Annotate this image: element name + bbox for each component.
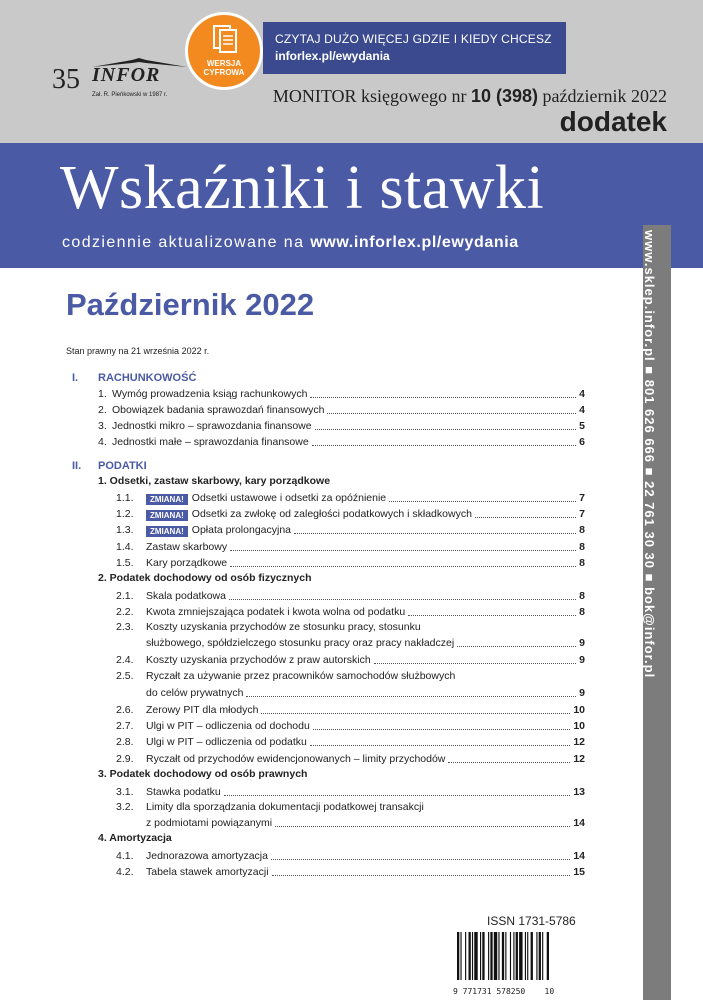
title-banner xyxy=(0,143,703,268)
barcode-digits: 9 771731 578250 10 xyxy=(453,987,555,996)
toc-item[interactable]: 2.8. Ulgi w PIT – odliczenia od podatku 12 xyxy=(116,736,585,748)
promo-line1: CZYTAJ DUŻO WIĘCEJ GDZIE I KIEDY CHCESZ xyxy=(275,32,552,46)
toc-section-accounting: I. RACHUNKOWOŚĆ xyxy=(72,372,197,384)
toc-subsection-1: 1. Odsetki, zastaw skarbowy, kary porządkowe xyxy=(98,475,331,487)
infor-logo xyxy=(52,58,192,108)
toc-subsection-4: 4. Amortyzacja xyxy=(98,832,172,844)
zmiana-badge: ZMIANA! xyxy=(146,494,188,505)
zmiana-badge: ZMIANA! xyxy=(146,526,188,537)
toc-item[interactable]: 4. Jednostki małe – sprawozdania finansowe 6 xyxy=(98,436,585,448)
toc-item[interactable]: 4.1. Jednorazowa amortyzacja 14 xyxy=(116,850,585,862)
zmiana-badge: ZMIANA! xyxy=(146,510,188,521)
toc-item[interactable]: 3.1. Stawka podatku 13 xyxy=(116,786,585,798)
month-title: Październik 2022 xyxy=(66,287,315,322)
logo-anniversary: 35 xyxy=(52,64,80,95)
toc-item[interactable]: 2. Obowiązek badania sprawozdań finansowych 4 xyxy=(98,404,585,416)
toc-item[interactable]: 2.6. Zerowy PIT dla młodych 10 xyxy=(116,704,585,716)
toc-subsection-3: 3. Podatek dochodowy od osób prawnych xyxy=(98,768,308,780)
logo-established: Zał. R. Pieńkowski w 1987 r. xyxy=(92,92,168,98)
toc-item[interactable]: 1.4. Zastaw skarbowy 8 xyxy=(116,541,585,553)
digital-version-badge[interactable] xyxy=(185,12,263,90)
toc-item[interactable]: 3. Jednostki mikro – sprawozdania finansowe 5 xyxy=(98,420,585,432)
barcode-icon xyxy=(453,932,603,982)
logo-brand: INFOR xyxy=(92,64,161,86)
toc-item-line[interactable]: 3.2. Limity dla sporządzania dokumentacji podatkowej transakcji xyxy=(116,801,424,813)
toc-item[interactable]: 2.7. Ulgi w PIT – odliczenia od dochodu 10 xyxy=(116,720,585,732)
toc-item[interactable]: 4.2. Tabela stawek amortyzacji 15 xyxy=(116,866,585,878)
banner-url[interactable]: www.inforlex.pl/ewydania xyxy=(310,234,519,251)
toc-section-taxes: II. PODATKI xyxy=(72,460,147,472)
toc-subsection-2: 2. Podatek dochodowy od osób fizycznych xyxy=(98,572,312,584)
promo-link[interactable]: inforlex.pl/ewydania xyxy=(275,49,390,63)
toc-item[interactable]: z podmiotami powiązanymi 14 xyxy=(146,817,585,829)
issue-info: MONITOR księgowego nr 10 (398) październik 2022 xyxy=(272,86,667,106)
toc-item[interactable]: służbowego, spółdzielczego stosunku pracy oraz pracy nakładczej 9 xyxy=(146,637,585,649)
toc-item[interactable]: 2.4. Koszty uzyskania przychodów z praw autorskich 9 xyxy=(116,654,585,666)
supplement-label: dodatek xyxy=(559,106,667,137)
toc-item-line[interactable]: 2.5. Ryczałt za używanie przez pracowników samochodów służbowych xyxy=(116,670,456,682)
toc-item-line[interactable]: 2.3. Koszty uzyskania przychodów ze stosunku pracy, stosunku xyxy=(116,621,421,633)
main-title: Wskaźniki i stawki xyxy=(60,154,545,222)
toc-item[interactable]: do celów prywatnych 9 xyxy=(146,687,585,699)
toc-item[interactable]: 1. Wymóg prowadzenia ksiąg rachunkowych 4 xyxy=(98,388,585,400)
toc-item[interactable]: 1.1. ZMIANA! Odsetki ustawowe i odsetki za opóźnienie 7 xyxy=(116,492,585,504)
toc-item[interactable]: 1.3. ZMIANA! Opłata prolongacyjna 8 xyxy=(116,524,585,536)
document-icon xyxy=(212,24,238,54)
badge-text: WERSJA CYFROWA xyxy=(203,59,245,77)
toc-item[interactable]: 1.2. ZMIANA! Odsetki za zwłokę od zaległości podatkowych i składkowych 7 xyxy=(116,508,585,520)
toc-item[interactable]: 2.9. Ryczałt od przychodów ewidencjonowanych – limity przychodów 12 xyxy=(116,753,585,765)
toc-item[interactable]: 2.1. Skala podatkowa 8 xyxy=(116,590,585,602)
contact-sidebar-text: www.sklep.infor.pl ■ 801 626 666 ■ 22 761 30 30 ■ bok@infor.pl xyxy=(642,230,657,679)
issn-number: ISSN 1731-5786 xyxy=(487,914,576,928)
toc-item[interactable]: 1.5. Kary porządkowe 8 xyxy=(116,557,585,569)
toc-item[interactable]: 2.2. Kwota zmniejszająca podatek i kwota wolna od podatku 8 xyxy=(116,606,585,618)
banner-subtitle: codziennie aktualizowane na www.inforlex.pl/ewydania xyxy=(62,234,519,251)
promo-box[interactable] xyxy=(263,22,566,74)
barcode xyxy=(453,932,603,994)
legal-status-date: Stan prawny na 21 września 2022 r. xyxy=(66,346,210,356)
